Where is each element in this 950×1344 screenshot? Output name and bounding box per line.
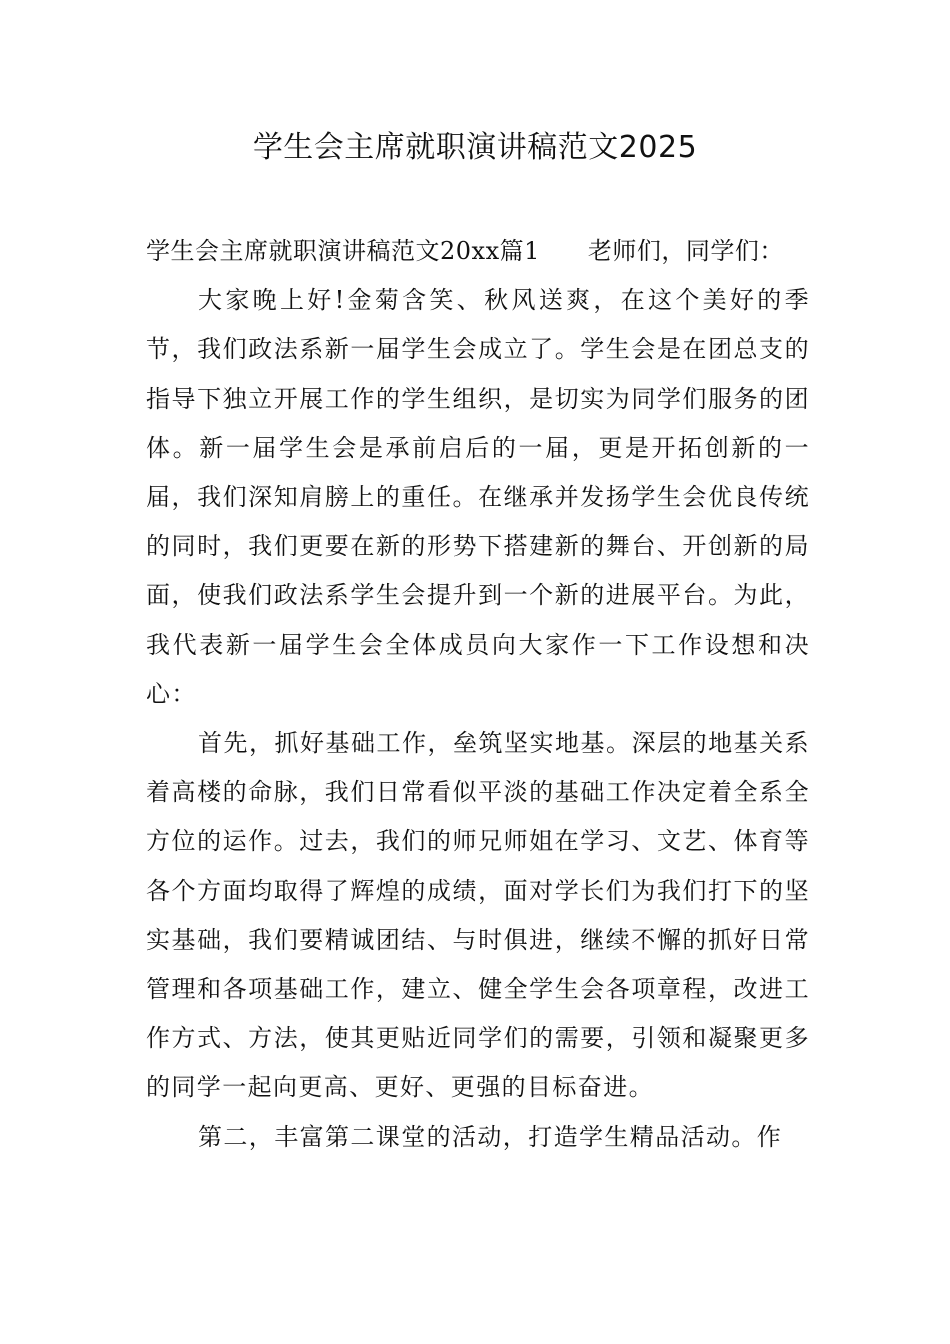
heading-line	[146, 227, 810, 276]
document-title: 学生会主席就职演讲稿范文2025	[252, 130, 698, 165]
document-body	[146, 227, 810, 1162]
section-label: 学生会主席就职演讲稿范文20xx篇1	[146, 237, 540, 265]
salutation: 老师们，同学们：	[587, 237, 784, 265]
paragraph-2: 首先，抓好基础工作，垒筑坚实地基。深层的地基关系着高楼的命脉，我们日常看似平淡的基础工作决定着全系全方位的运作。过去，我们的师兄师姐在学习、文艺、体育等各个方面均取得了辉煌的成绩，面对学长们为我们打下的坚实基础，我们要精诚团结、与时俱进，继续不懈的抓好日常管理和各项基础工作，建立、健全学生会各项章程，改进工作方式、方法，使其更贴近同学们的需要，引领和凝聚更多的同学一起向更高、更好、更强的目标奋进。	[146, 729, 810, 1102]
paragraph-1: 大家晚上好!金菊含笑、秋风送爽，在这个美好的季节，我们政法系新一届学生会成立了。学生会是在团总支的指导下独立开展工作的学生组织，是切实为同学们服务的团体。新一届学生会是承前启后的一届，更是开拓创新的一届，我们深知肩膀上的重任。在继承并发扬学生会优良传统的同时，我们更要在新的形势下搭建新的舞台、开创新的局面，使我们政法系学生会提升到一个新的进展平台。为此，我代表新一届学生会全体成员向大家作一下工作设想和决心：	[146, 286, 810, 708]
paragraph-3: 第二，丰富第二课堂的活动，打造学生精品活动。作	[198, 1122, 783, 1151]
